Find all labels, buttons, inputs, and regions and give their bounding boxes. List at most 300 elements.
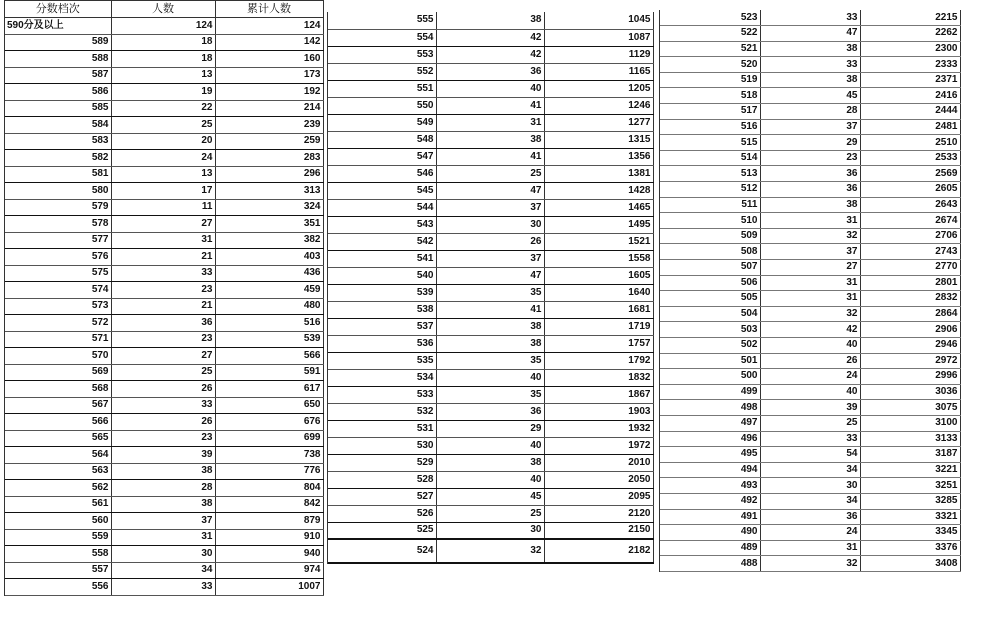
score-cell: 540	[328, 267, 436, 284]
count-cell: 30	[436, 216, 544, 233]
score-cell: 535	[328, 352, 436, 369]
score-cell: 589	[5, 34, 111, 51]
score-cell: 501	[660, 353, 760, 369]
cumulative-cell: 539	[215, 331, 323, 348]
score-cell: 547	[328, 148, 436, 165]
count-cell: 36	[760, 509, 860, 525]
count-cell: 42	[760, 322, 860, 338]
score-cell: 490	[660, 525, 760, 541]
cumulative-cell: 142	[215, 34, 323, 51]
table-row	[328, 80, 653, 97]
cumulative-cell: 566	[215, 348, 323, 365]
table-row	[328, 12, 653, 29]
cumulative-cell: 3251	[860, 478, 960, 494]
cumulative-cell: 2770	[860, 260, 960, 276]
score-cell: 533	[328, 386, 436, 403]
table-row	[328, 267, 653, 284]
table-row	[660, 166, 960, 182]
count-cell: 47	[436, 182, 544, 199]
cumulative-cell: 974	[215, 562, 323, 579]
score-cell: 493	[660, 478, 760, 494]
score-cell: 502	[660, 337, 760, 353]
count-cell: 54	[760, 447, 860, 463]
cumulative-cell: 1045	[544, 12, 653, 29]
count-cell: 25	[111, 364, 215, 381]
count-cell: 32	[436, 539, 544, 563]
table-row	[328, 386, 653, 403]
count-cell: 26	[436, 233, 544, 250]
count-cell: 45	[436, 488, 544, 505]
table-row	[328, 522, 653, 539]
table-row	[5, 562, 323, 579]
cumulative-cell: 2150	[544, 522, 653, 539]
score-cell: 583	[5, 133, 111, 150]
score-cell: 549	[328, 114, 436, 131]
score-cell: 546	[328, 165, 436, 182]
score-cell: 572	[5, 315, 111, 332]
score-table	[660, 10, 961, 572]
score-cell: 491	[660, 509, 760, 525]
count-cell: 42	[436, 46, 544, 63]
table-row	[5, 67, 323, 84]
score-cell: 587	[5, 67, 111, 84]
score-cell: 585	[5, 100, 111, 117]
score-cell: 552	[328, 63, 436, 80]
count-cell: 38	[111, 463, 215, 480]
count-cell: 38	[436, 12, 544, 29]
table-row	[328, 352, 653, 369]
cumulative-cell: 2182	[544, 539, 653, 563]
score-cell: 578	[5, 216, 111, 233]
table-row	[660, 275, 960, 291]
cumulative-cell: 1246	[544, 97, 653, 114]
count-cell: 26	[760, 353, 860, 369]
cumulative-cell: 1681	[544, 301, 653, 318]
table-row	[328, 29, 653, 46]
table-row	[660, 447, 960, 463]
table-row	[328, 131, 653, 148]
count-cell: 38	[436, 454, 544, 471]
table-row	[328, 471, 653, 488]
cumulative-cell: 2996	[860, 369, 960, 385]
score-cell: 580	[5, 183, 111, 200]
score-cell: 524	[328, 539, 436, 563]
table-row	[660, 26, 960, 42]
count-cell: 37	[111, 513, 215, 530]
cumulative-cell: 2050	[544, 471, 653, 488]
cumulative-cell: 2300	[860, 41, 960, 57]
score-cell: 555	[328, 12, 436, 29]
score-cell: 536	[328, 335, 436, 352]
cumulative-cell: 2972	[860, 353, 960, 369]
score-cell: 557	[5, 562, 111, 579]
table-row	[328, 420, 653, 437]
score-cell: 521	[660, 41, 760, 57]
table-row	[5, 265, 323, 282]
cumulative-cell: 160	[215, 51, 323, 68]
score-cell: 509	[660, 228, 760, 244]
table-row	[660, 197, 960, 213]
score-cell: 559	[5, 529, 111, 546]
count-cell: 26	[111, 381, 215, 398]
score-cell: 492	[660, 493, 760, 509]
cumulative-cell: 516	[215, 315, 323, 332]
table-row	[5, 84, 323, 101]
cumulative-cell: 2906	[860, 322, 960, 338]
count-cell: 25	[436, 165, 544, 182]
table-row	[660, 244, 960, 260]
count-cell: 31	[760, 213, 860, 229]
count-cell: 38	[436, 318, 544, 335]
cumulative-cell: 313	[215, 183, 323, 200]
cumulative-cell: 2801	[860, 275, 960, 291]
table-row	[5, 414, 323, 431]
table-row	[660, 182, 960, 198]
cumulative-cell: 3285	[860, 493, 960, 509]
count-cell: 38	[436, 131, 544, 148]
cumulative-cell: 1932	[544, 420, 653, 437]
cumulative-cell: 2444	[860, 104, 960, 120]
header-row	[5, 1, 323, 18]
header-count: 人数	[111, 1, 215, 18]
count-cell: 18	[111, 51, 215, 68]
cumulative-cell: 296	[215, 166, 323, 183]
score-cell: 575	[5, 265, 111, 282]
cumulative-cell: 192	[215, 84, 323, 101]
cumulative-cell: 2120	[544, 505, 653, 522]
cumulative-cell: 283	[215, 150, 323, 167]
table-row	[660, 291, 960, 307]
cumulative-cell: 2864	[860, 306, 960, 322]
score-cell: 512	[660, 182, 760, 198]
cumulative-cell: 1007	[215, 579, 323, 596]
count-cell: 29	[760, 135, 860, 151]
cumulative-cell: 1558	[544, 250, 653, 267]
cumulative-cell: 1428	[544, 182, 653, 199]
cumulative-cell: 1356	[544, 148, 653, 165]
table-row	[660, 462, 960, 478]
table-row	[328, 165, 653, 182]
count-cell: 42	[436, 29, 544, 46]
score-cell: 499	[660, 384, 760, 400]
table-row	[328, 301, 653, 318]
count-cell: 25	[760, 415, 860, 431]
count-cell: 36	[436, 63, 544, 80]
table-row	[660, 41, 960, 57]
table-row	[328, 335, 653, 352]
score-cell: 541	[328, 250, 436, 267]
table-row	[660, 556, 960, 572]
cumulative-cell: 2010	[544, 454, 653, 471]
table-row	[5, 150, 323, 167]
table-row	[660, 150, 960, 166]
table-row	[328, 97, 653, 114]
cumulative-cell: 804	[215, 480, 323, 497]
score-cell: 568	[5, 381, 111, 398]
cumulative-cell: 2510	[860, 135, 960, 151]
cumulative-cell: 124	[215, 18, 323, 35]
cumulative-cell: 403	[215, 249, 323, 266]
score-table	[328, 12, 654, 564]
cumulative-cell: 1867	[544, 386, 653, 403]
cumulative-cell: 879	[215, 513, 323, 530]
score-cell: 510	[660, 213, 760, 229]
score-cell: 573	[5, 298, 111, 315]
score-cell: 514	[660, 150, 760, 166]
count-cell: 27	[111, 216, 215, 233]
score-cell: 560	[5, 513, 111, 530]
cumulative-cell: 2643	[860, 197, 960, 213]
score-cell: 500	[660, 369, 760, 385]
score-cell: 519	[660, 72, 760, 88]
count-cell: 45	[760, 88, 860, 104]
cumulative-cell: 3376	[860, 540, 960, 556]
score-cell: 565	[5, 430, 111, 447]
count-cell: 32	[760, 306, 860, 322]
table-row	[5, 232, 323, 249]
table-row	[328, 114, 653, 131]
table-row	[5, 381, 323, 398]
count-cell: 11	[111, 199, 215, 216]
count-cell: 35	[436, 284, 544, 301]
count-cell: 40	[436, 369, 544, 386]
score-cell: 571	[5, 331, 111, 348]
table-row	[328, 46, 653, 63]
count-cell: 21	[111, 249, 215, 266]
table-row	[660, 478, 960, 494]
cumulative-cell: 173	[215, 67, 323, 84]
count-cell: 32	[760, 556, 860, 572]
count-cell: 23	[111, 331, 215, 348]
count-cell: 124	[111, 18, 215, 35]
count-cell: 27	[760, 260, 860, 276]
cumulative-cell: 214	[215, 100, 323, 117]
table-row	[5, 348, 323, 365]
table-row	[660, 493, 960, 509]
table-row	[5, 397, 323, 414]
score-cell: 579	[5, 199, 111, 216]
score-table-block-2	[327, 12, 653, 564]
score-cell: 525	[328, 522, 436, 539]
cumulative-cell: 1605	[544, 267, 653, 284]
table-row	[660, 88, 960, 104]
count-cell: 47	[436, 267, 544, 284]
count-cell: 31	[760, 291, 860, 307]
cumulative-cell: 776	[215, 463, 323, 480]
count-cell: 28	[111, 480, 215, 497]
score-cell: 577	[5, 232, 111, 249]
count-cell: 32	[760, 228, 860, 244]
table-row	[5, 100, 323, 117]
count-cell: 13	[111, 67, 215, 84]
cumulative-cell: 2706	[860, 228, 960, 244]
cumulative-cell: 910	[215, 529, 323, 546]
count-cell: 36	[111, 315, 215, 332]
table-row	[328, 403, 653, 420]
score-cell: 526	[328, 505, 436, 522]
cumulative-cell: 324	[215, 199, 323, 216]
cumulative-cell: 3133	[860, 431, 960, 447]
count-cell: 17	[111, 183, 215, 200]
score-cell: 542	[328, 233, 436, 250]
count-cell: 47	[760, 26, 860, 42]
score-cell: 566	[5, 414, 111, 431]
table-row	[660, 525, 960, 541]
table-row	[328, 369, 653, 386]
table-row	[328, 148, 653, 165]
count-cell: 26	[111, 414, 215, 431]
table-row	[328, 63, 653, 80]
cumulative-cell: 3221	[860, 462, 960, 478]
count-cell: 33	[760, 10, 860, 26]
count-cell: 41	[436, 301, 544, 318]
table-row	[5, 447, 323, 464]
score-cell: 569	[5, 364, 111, 381]
count-cell: 25	[111, 117, 215, 134]
table-row	[5, 117, 323, 134]
score-cell: 556	[5, 579, 111, 596]
table-row	[328, 216, 653, 233]
table-row	[328, 437, 653, 454]
table-row	[328, 318, 653, 335]
score-cell: 497	[660, 415, 760, 431]
count-cell: 28	[760, 104, 860, 120]
count-cell: 37	[436, 250, 544, 267]
table-row	[5, 216, 323, 233]
table-row	[5, 364, 323, 381]
table-row	[5, 298, 323, 315]
cumulative-cell: 2371	[860, 72, 960, 88]
count-cell: 24	[760, 369, 860, 385]
cumulative-cell: 699	[215, 430, 323, 447]
table-row	[660, 415, 960, 431]
score-cell: 513	[660, 166, 760, 182]
count-cell: 33	[111, 579, 215, 596]
count-cell: 40	[760, 384, 860, 400]
count-cell: 38	[760, 197, 860, 213]
table-row	[660, 400, 960, 416]
cumulative-cell: 1381	[544, 165, 653, 182]
cumulative-cell: 650	[215, 397, 323, 414]
table-row	[660, 384, 960, 400]
table-row	[5, 430, 323, 447]
score-cell: 576	[5, 249, 111, 266]
table-row	[328, 454, 653, 471]
score-cell: 543	[328, 216, 436, 233]
score-cell: 529	[328, 454, 436, 471]
score-cell: 503	[660, 322, 760, 338]
score-cell: 508	[660, 244, 760, 260]
cumulative-cell: 2481	[860, 119, 960, 135]
score-cell: 523	[660, 10, 760, 26]
cumulative-cell: 1640	[544, 284, 653, 301]
cumulative-cell: 2605	[860, 182, 960, 198]
table-row	[328, 250, 653, 267]
table-row	[328, 284, 653, 301]
table-row	[660, 72, 960, 88]
count-cell: 41	[436, 97, 544, 114]
cumulative-cell: 1521	[544, 233, 653, 250]
header-cumulative: 累计人数	[215, 1, 323, 18]
score-cell: 511	[660, 197, 760, 213]
count-cell: 41	[436, 148, 544, 165]
score-cell: 527	[328, 488, 436, 505]
score-cell: 551	[328, 80, 436, 97]
score-cell: 588	[5, 51, 111, 68]
count-cell: 31	[760, 275, 860, 291]
table-row	[660, 509, 960, 525]
cumulative-cell: 480	[215, 298, 323, 315]
count-cell: 38	[111, 496, 215, 513]
cumulative-cell: 3321	[860, 509, 960, 525]
score-cell: 488	[660, 556, 760, 572]
count-cell: 29	[436, 420, 544, 437]
score-cell: 504	[660, 306, 760, 322]
count-cell: 19	[111, 84, 215, 101]
count-cell: 38	[760, 72, 860, 88]
score-cell: 564	[5, 447, 111, 464]
cumulative-cell: 3187	[860, 447, 960, 463]
table-row	[5, 496, 323, 513]
count-cell: 30	[436, 522, 544, 539]
cumulative-cell: 3036	[860, 384, 960, 400]
count-cell: 30	[760, 478, 860, 494]
cumulative-cell: 1972	[544, 437, 653, 454]
header-score-band: 分数档次	[5, 1, 111, 18]
table-row	[5, 51, 323, 68]
count-cell: 22	[111, 100, 215, 117]
score-cell: 489	[660, 540, 760, 556]
table-row	[660, 306, 960, 322]
count-cell: 21	[111, 298, 215, 315]
cumulative-cell: 2333	[860, 57, 960, 73]
count-cell: 33	[760, 57, 860, 73]
cumulative-cell: 617	[215, 381, 323, 398]
score-cell: 516	[660, 119, 760, 135]
table-row	[5, 34, 323, 51]
table-row	[660, 337, 960, 353]
count-cell: 24	[111, 150, 215, 167]
score-cell: 586	[5, 84, 111, 101]
count-cell: 35	[436, 386, 544, 403]
count-cell: 20	[111, 133, 215, 150]
count-cell: 36	[436, 403, 544, 420]
score-cell: 531	[328, 420, 436, 437]
score-table-block-3	[659, 10, 960, 572]
count-cell: 31	[436, 114, 544, 131]
count-cell: 36	[760, 166, 860, 182]
count-cell: 37	[760, 119, 860, 135]
count-cell: 31	[111, 529, 215, 546]
table-row	[5, 133, 323, 150]
cumulative-cell: 2743	[860, 244, 960, 260]
table-row	[660, 119, 960, 135]
table-row	[5, 199, 323, 216]
score-cell: 562	[5, 480, 111, 497]
count-cell: 40	[760, 337, 860, 353]
count-cell: 23	[111, 430, 215, 447]
cumulative-cell: 738	[215, 447, 323, 464]
cumulative-cell: 351	[215, 216, 323, 233]
score-cell: 581	[5, 166, 111, 183]
score-cell: 563	[5, 463, 111, 480]
count-cell: 13	[111, 166, 215, 183]
score-cell: 534	[328, 369, 436, 386]
cumulative-cell: 2095	[544, 488, 653, 505]
score-cell: 558	[5, 546, 111, 563]
table-row	[328, 488, 653, 505]
score-cell: 574	[5, 282, 111, 299]
